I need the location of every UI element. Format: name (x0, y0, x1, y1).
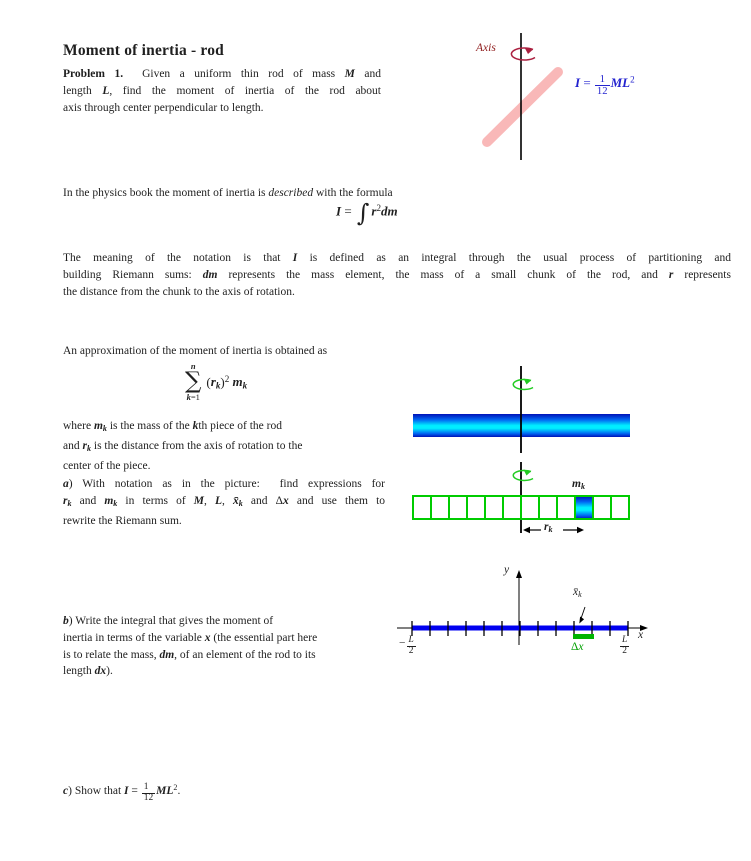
integral-formula: I = ∫ $r^2dm$ (336, 198, 398, 227)
sum-upper-limit: n (190, 361, 196, 371)
figure-partitioned-rod (400, 455, 650, 545)
inertia-result-formula: I = $\frac{1}{12}$ $ML^2$ (575, 74, 635, 98)
approximation-line: An approximation of the moment of inertia is obtained as (63, 345, 328, 357)
pink-rod-graphic (487, 72, 558, 142)
x-axis-label: x (638, 629, 644, 641)
partition-cell (449, 496, 467, 519)
problem-statement: Problem 1. Given a uniform thin rod of mass M and length L, find the moment of inertia of the rod about axis through center perpendicular to length. (63, 68, 381, 114)
delta-x-label: Δx (571, 641, 584, 653)
partition-cell (485, 496, 503, 519)
partition-cell (467, 496, 485, 519)
partition-cells (413, 496, 629, 519)
partitioned-rod-drawing (400, 455, 650, 545)
mk-label: $m_k$ (572, 478, 585, 491)
part-a-paragraph: a) With notation as in the picture: find expressions for $r_k$ and $m_k$ in terms of M, L, $x̄_k$ and Δx and use them to rewrite the Riemann sum. (63, 478, 386, 527)
where-paragraph: where $m_k$ is the mass of the kth piece of the rod and $r_k$ is the distance from the axis of rotation to the center of the piece. (63, 420, 303, 472)
y-axis-arrowhead (516, 570, 522, 578)
xbar-k-label: $x̄_k$ (573, 586, 582, 599)
rk-arrowhead-right (577, 527, 584, 533)
axis-label: Axis (476, 42, 496, 54)
partition-cell (503, 496, 521, 519)
right-endpoint-label: $\frac{L}{2}$ (622, 635, 628, 656)
meaning-paragraph: The meaning of the notation is that I is defined as an integral through the usual process of partitioning and building Riemann sums: dm represents the mass element, the mass of a small chunk of the rod, and r represents the distance from the chunk to the axis of rotation. (63, 252, 731, 298)
partition-cell (521, 496, 539, 519)
delta-x-segment (573, 634, 594, 639)
left-endpoint-label: − $\frac{L}{2}$ (399, 635, 414, 656)
solid-rod-drawing (400, 360, 650, 460)
riemann-sum-formula (185, 362, 247, 403)
highlighted-mass-cell (575, 496, 593, 519)
sigma-symbol: ∑ (185, 368, 202, 395)
rk-label: $r_k$ (544, 521, 553, 534)
sigma-with-limits (185, 362, 201, 403)
figure-solid-rod (400, 360, 650, 460)
partition-cell (593, 496, 611, 519)
partition-cell (539, 496, 557, 519)
partition-cell (413, 496, 431, 519)
part-c-paragraph: c) Show that I = $\frac{1}{12}$ $ML^2$. (63, 782, 181, 804)
sum-body: $(r_k)^2$ $m_k$ (206, 373, 248, 391)
partition-cell (557, 496, 575, 519)
intro-line: In the physics book the moment of inertia is described with the formula (63, 187, 393, 199)
sum-lower-limit: k=1 (186, 392, 200, 403)
figure-rod-on-axis (440, 28, 725, 168)
part-b-paragraph: b) Write the integral that gives the moment of inertia in terms of the variable x (the essential part here is to relate the mass, dm, of an element of the rod to its length dx). (63, 615, 318, 678)
partition-cell (611, 496, 629, 519)
rk-arrowhead-left (523, 527, 530, 533)
figure-number-line (395, 560, 665, 665)
page-title: Moment of inertia - rod (63, 42, 225, 59)
partition-cell (431, 496, 449, 519)
y-axis-label: y (504, 564, 510, 576)
